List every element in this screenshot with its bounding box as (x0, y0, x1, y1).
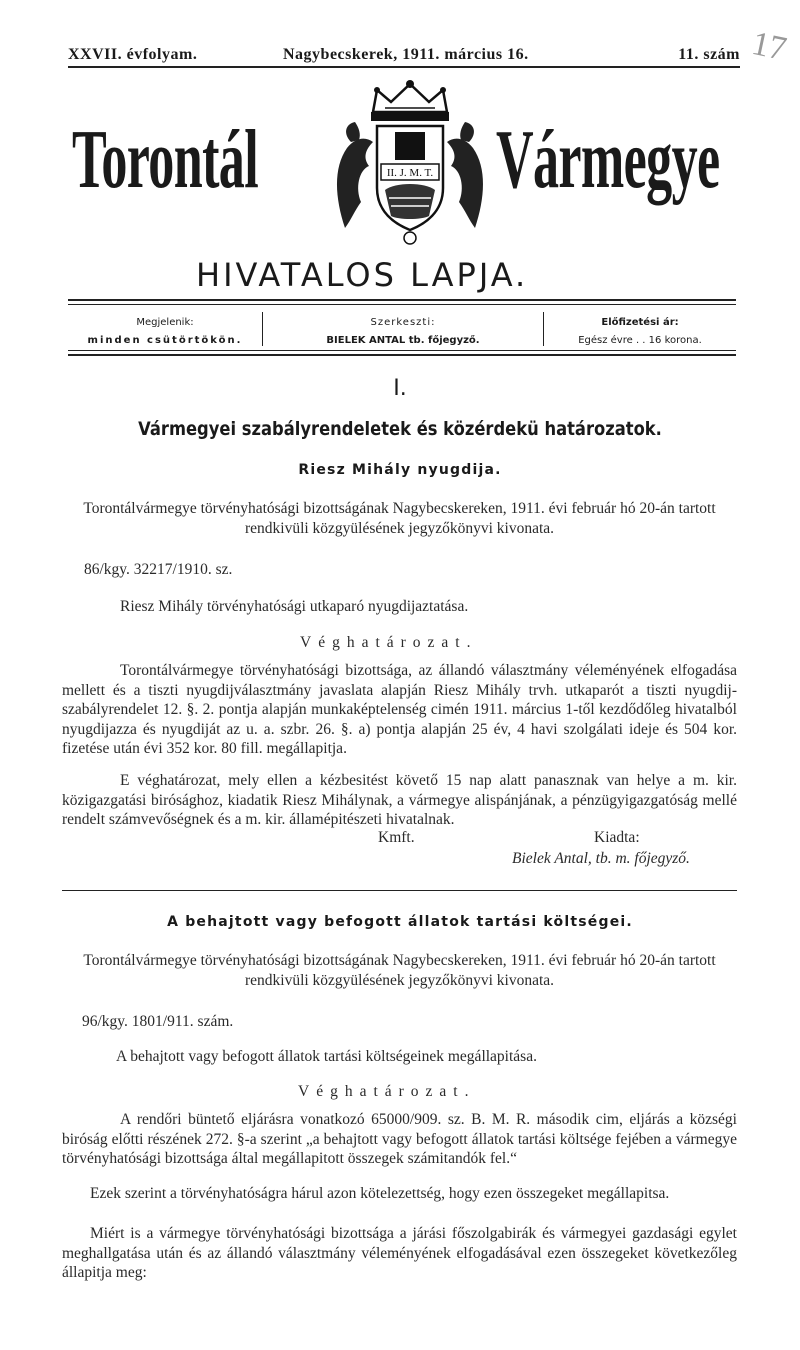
section-title-wrap (0, 418, 800, 440)
info-divider-2 (543, 312, 544, 346)
info-col-editor (264, 314, 542, 350)
article1-kmft: Kmft. (378, 829, 415, 846)
editor-label: Szerkeszti: (370, 317, 436, 328)
subscription-value: Egész évre . . 16 korona. (578, 335, 702, 346)
info-rule-top2 (68, 304, 736, 305)
article2-decision-label: Véghatározat. (298, 1083, 476, 1100)
article2-title: A behajtott vagy befogott állatok tartási költségei. (167, 914, 633, 930)
article2-para1: A rendőri büntető eljárásra vonatkozó 65000/909. sz. B. M. R. második cim, eljárás a községi biróság előtti részének 272. §-a szerint „a behajtott vagy befogott állatok tartási költsége fejében a vármegye törvényhatósági bizottsága által megállapitott összegek számitandók fel.“ (62, 1111, 737, 1167)
place-date: Nagybecskerek, 1911. március 16. (283, 46, 529, 63)
section-number: I. (393, 376, 407, 401)
volume-label: XXVII. évfolyam. (68, 46, 198, 63)
subscription-label: Előfizetési ár: (601, 317, 679, 328)
article1-kiadta: Kiadta: (594, 829, 640, 846)
article2-subject: A behajtott vagy befogott állatok tartási költségeinek megállapitása. (116, 1048, 537, 1065)
title-left: Torontál (72, 113, 259, 206)
article1-intro: Torontálvármegye törvényhatósági bizottságának Nagybecskereken, 1911. évi február hó 20-án tartott rendkivüli közgyülésének jegyzőkönyvi kivonata. (83, 500, 716, 537)
article2-para3: Miért is a vármegye törvényhatósági bizottsága a járási főszolgabirák és vármegyei gazdasági egylet meghallgatása után és az állandó választmány véleményének elfogadásával ezen összegeket következőleg állapitja meg: (62, 1225, 737, 1281)
article1-para2: E véghatározat, mely ellen a kézbesitést követő 15 nap alatt panasznak van helye a m. kir. közigazgatási birósághoz, kiadatik Riesz Mihálynak, a vármegye alispánjának, a pénzügyigazgatóság mellé rendelt számvevőségnek és a m. kir. államépitészeti hivatalnak. (62, 772, 737, 828)
info-rule-bottom (68, 350, 736, 351)
issue-number: 11. szám (678, 46, 740, 63)
article1-ref: 86/kgy. 32217/1910. sz. (84, 561, 233, 578)
article1-subject: Riesz Mihály törvényhatósági utkaparó nyugdijaztatása. (120, 598, 469, 615)
coat-of-arms-icon (325, 78, 495, 248)
info-col-appearance (70, 314, 260, 350)
article1-signature: Bielek Antal, tb. m. főjegyző. (512, 850, 690, 867)
article-separator (62, 890, 737, 891)
article2-ref: 96/kgy. 1801/911. szám. (82, 1013, 234, 1030)
title-right: Vármegye (496, 113, 720, 206)
article2-para2: Ezek szerint a törvényhatóságra hárul azon kötelezettség, hogy ezen összegeket megállapitsa. (90, 1185, 670, 1202)
appearance-value: minden csütörtökön. (87, 335, 243, 346)
editor-value: BIELEK ANTAL tb. főjegyző. (326, 335, 480, 346)
section-title: Vármegyei szabályrendeletek és közérdekü határozatok. (138, 418, 662, 440)
article1-title: Riesz Mihály nyugdija. (298, 462, 502, 478)
seal-text: II. J. M. T. (386, 167, 434, 179)
info-divider-1 (262, 312, 263, 346)
article1-decision-label: Véghatározat. (300, 634, 478, 651)
article1-para1: Torontálvármegye törvényhatósági bizottsága, az állandó választmány véleményének elfogadása mellett és a tiszti nyugdijválasztmány javaslata alapján Riesz Mihály trvh. utkaparót a tiszti nyugdij-szabályrendelet 12. §. 2. pontja alapján munkaképtelenség cimén 1911. március 1-től kezdődőleg hivatalból nyugdijazza és nyugdiját az u. a. szbr. 26. §. a) pontja alapján 25 év, 4 havi szolgálati ideje és 504 kor. fizetése után évi 352 kor. 80 fill. megállapitja. (62, 662, 737, 757)
info-col-subscription (545, 314, 735, 350)
info-rule-top (68, 299, 736, 301)
article2-intro: Torontálvármegye törvényhatósági bizottságának Nagybecskereken, 1911. évi február hó 20-án tartott rendkivüli közgyülésének jegyzőkönyvi kivonata. (83, 952, 716, 989)
subtitle: HIVATALOS LAPJA. (196, 256, 529, 294)
appearance-label: Megjelenik: (136, 317, 194, 328)
margin-mark: 17 (748, 24, 790, 69)
info-rule-bottom2 (68, 354, 736, 356)
top-rule (68, 66, 740, 68)
